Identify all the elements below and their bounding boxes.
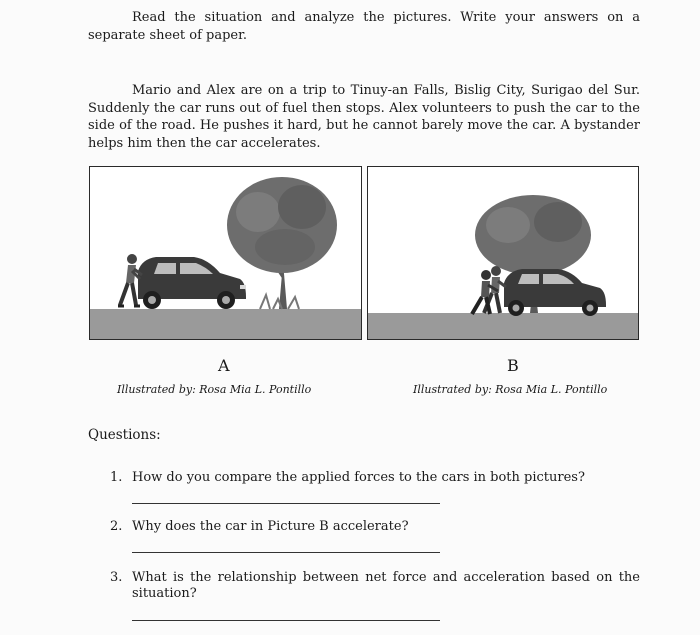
question-1-number: 1. — [110, 470, 123, 485]
question-1-text: How do you compare the applied forces to the cars in both pictures? — [132, 470, 585, 485]
picture-a — [89, 166, 362, 340]
picture-b-label: B — [507, 356, 519, 375]
answer-line-2 — [132, 552, 440, 553]
answer-line-1 — [132, 503, 440, 504]
car — [138, 257, 246, 309]
question-3-number: 3. — [110, 570, 123, 585]
question-2-text: Why does the car in Picture B accelerate? — [132, 519, 409, 534]
situation-text: Mario and Alex are on a trip to Tinuy-an Falls, Bislig City, Surigao del Sur. Suddenly the car runs out of fuel then stops. Alex volunteers to push the car to the side of the road. He pushes it hard, but he cannot barely move the car. A bystander helps him then the car accelerates. — [88, 83, 640, 151]
picture-b-credit: Illustrated by: Rosa Mia L. Pontillo — [413, 383, 608, 396]
instructions-text: Read the situation and analyze the pictures. Write your answers on a separate sheet of paper. — [88, 10, 640, 43]
picture-b — [367, 166, 639, 340]
car — [504, 269, 606, 316]
answer-line-3 — [132, 620, 440, 621]
road — [368, 313, 638, 339]
road — [90, 309, 361, 339]
picture-a-illustration — [90, 167, 361, 339]
picture-a-label: A — [218, 356, 230, 375]
picture-a-credit: Illustrated by: Rosa Mia L. Pontillo — [117, 383, 312, 396]
questions-heading: Questions: — [88, 427, 161, 443]
picture-b-illustration — [368, 167, 638, 339]
question-3-text: What is the relationship between net force and acceleration based on the situation? — [132, 570, 640, 601]
question-2-number: 2. — [110, 519, 123, 534]
